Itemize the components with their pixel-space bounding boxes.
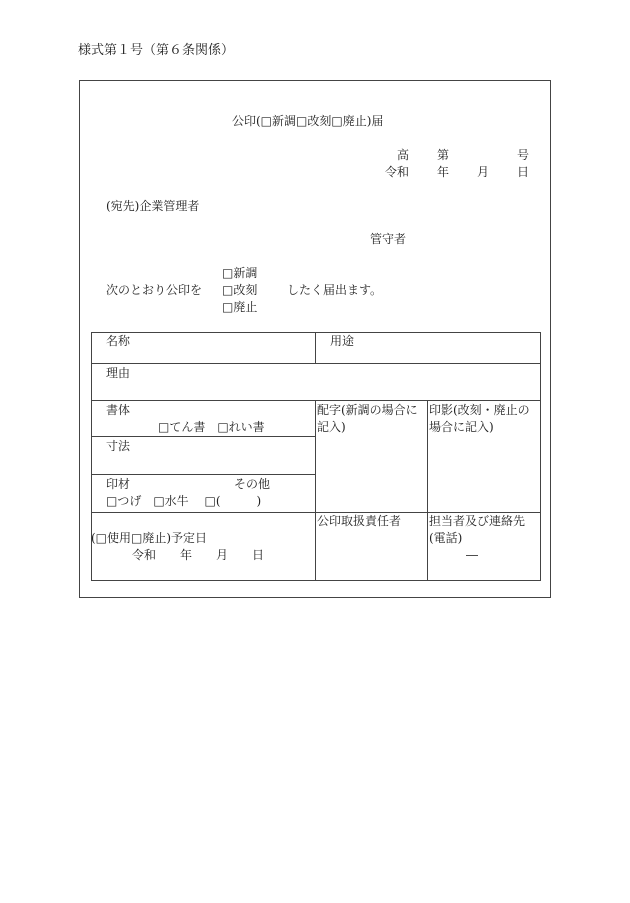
name-label: 名称 (106, 334, 131, 348)
option-new: □新調 (222, 266, 258, 280)
typeface-dimensions-divider (91, 436, 316, 437)
reference-month: 月 (477, 165, 490, 179)
option-abolish: □廃止 (222, 300, 258, 314)
reference-year: 年 (437, 165, 450, 179)
column-divider-left (315, 400, 316, 581)
reference-era: 令和 (385, 165, 410, 179)
name-purpose-divider (315, 332, 316, 363)
impression-label-line1: 印影(改刻・廃止の (429, 403, 530, 417)
reason-label: 理由 (106, 366, 131, 380)
impression-label-line2: 場合に記入) (429, 420, 494, 434)
bottom-row-divider (91, 512, 541, 513)
schedule-label: (□使用□廃止)予定日 (91, 531, 208, 545)
schedule-date: 令和 年 月 日 (132, 548, 265, 562)
table-bottom-border (91, 580, 541, 581)
row-divider-1 (91, 363, 541, 364)
form-number: 様式第１号（第６条関係） (78, 43, 235, 58)
addressee: (宛先)企業管理者 (106, 199, 200, 213)
statement-suffix: したく届出ます。 (287, 283, 383, 297)
typeface-options: □てん書 □れい書 (158, 420, 265, 434)
purpose-label: 用途 (330, 334, 355, 348)
form-title: 公印(□新調□改刻□廃止)届 (232, 114, 384, 128)
reference-go: 号 (517, 148, 530, 162)
dimensions-label: 寸法 (106, 439, 131, 453)
option-recut: □改刻 (222, 283, 258, 297)
contact-label-line2: (電話) (429, 531, 463, 545)
table-right-border (540, 332, 541, 581)
contact-phone: ― (466, 548, 478, 562)
reference-office: 高 (397, 148, 410, 162)
reference-dai: 第 (437, 148, 450, 162)
material-label: 印材 (106, 477, 131, 491)
form-frame (79, 80, 551, 598)
row-divider-2 (91, 400, 541, 401)
layout-label-line2: 記入) (317, 420, 346, 434)
layout-label-line1: 配字(新調の場合に (317, 403, 418, 417)
reference-day: 日 (517, 165, 530, 179)
statement-prefix: 次のとおり公印を (106, 283, 203, 297)
officer-label: 公印取扱責任者 (317, 514, 402, 528)
dimensions-material-divider (91, 474, 316, 475)
table-top-border (91, 332, 541, 333)
column-divider-right (427, 400, 428, 581)
material-other-label: その他 (234, 477, 271, 491)
contact-label-line1: 担当者及び連絡先 (429, 514, 526, 528)
typeface-label: 書体 (106, 403, 131, 417)
material-options: □つげ □水牛 □( ) (106, 494, 262, 508)
custodian-label: 管守者 (370, 232, 407, 246)
